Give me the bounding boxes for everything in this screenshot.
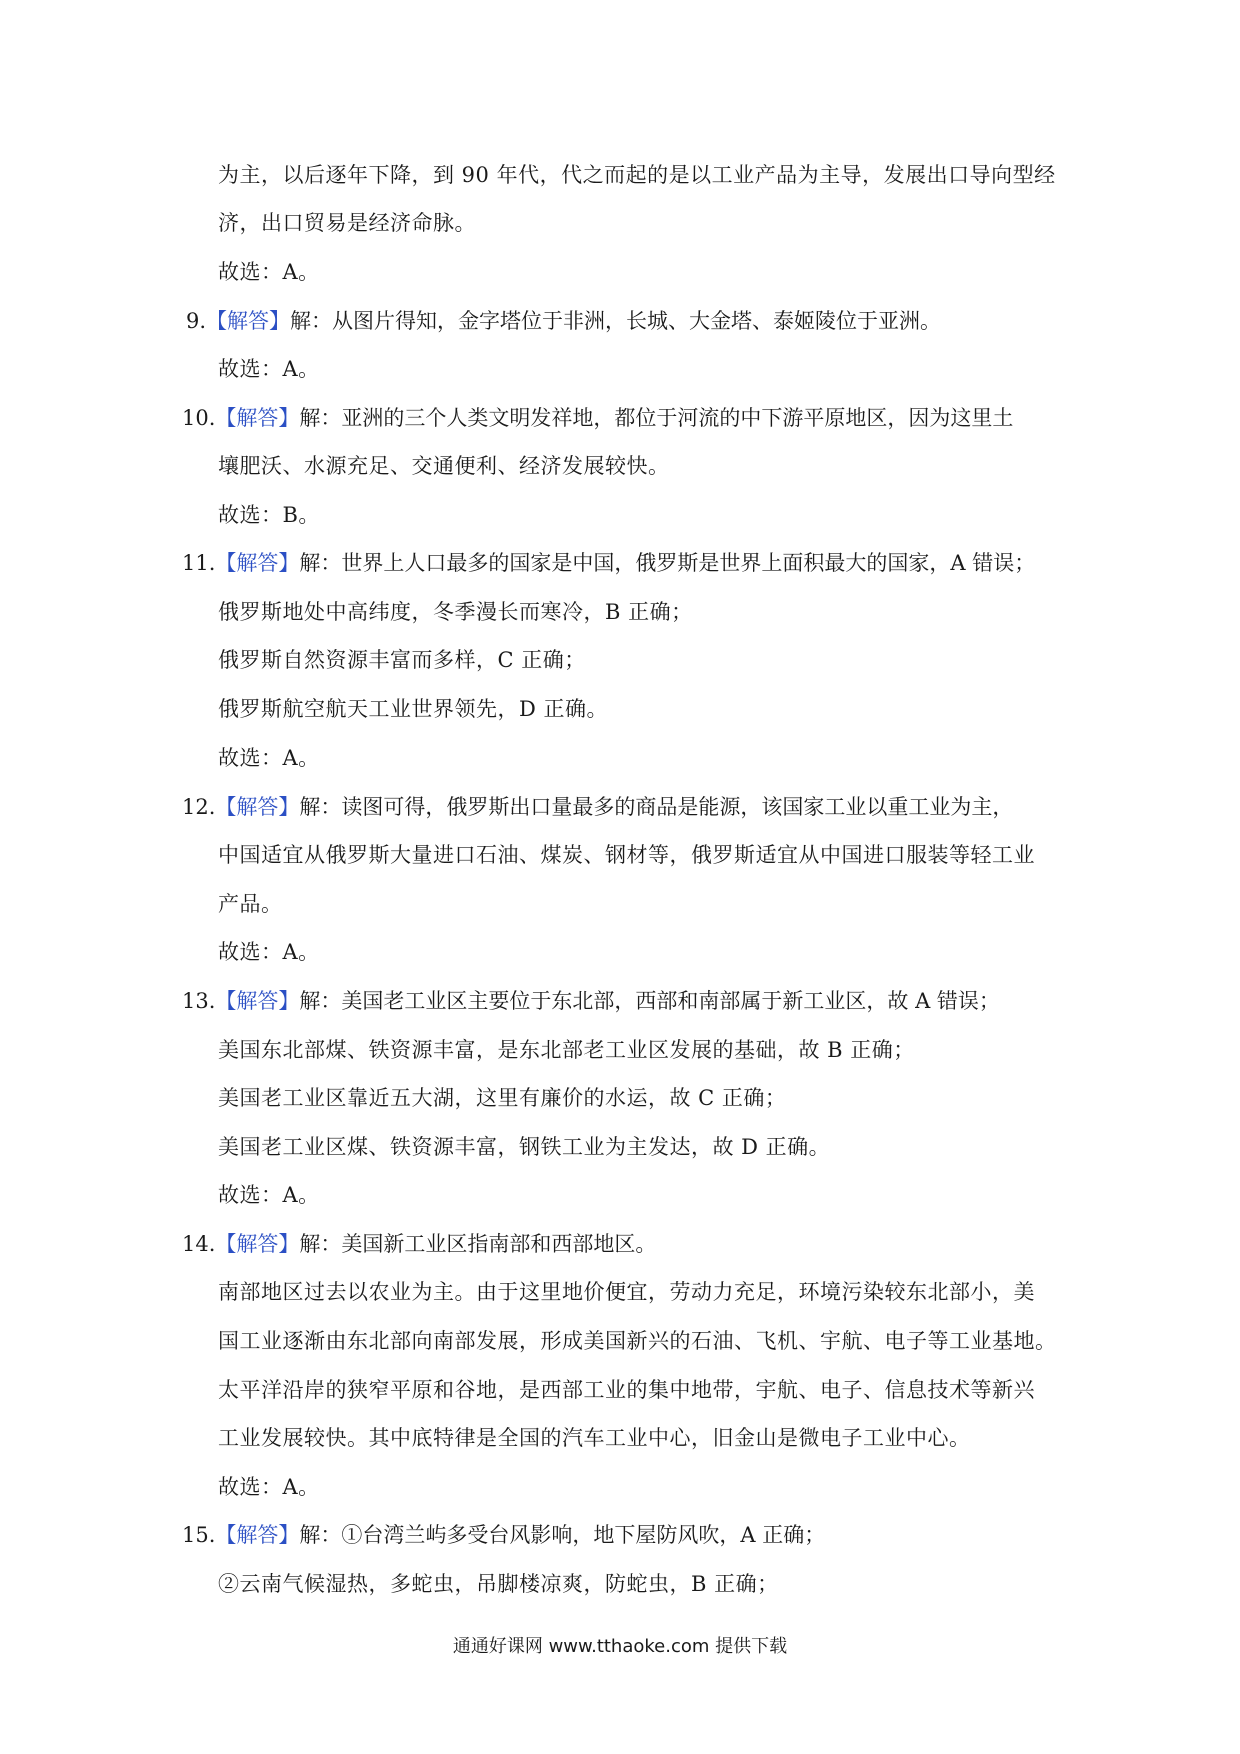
continuation-line-1: 为主，以后逐年下降，到 90 年代，代之而起的是以工业产品为主导，发展出口导向型经 (218, 163, 1056, 187)
item-9-answer: 故选：A。 (218, 357, 320, 381)
item-11-line-3: 俄罗斯自然资源丰富而多样，C 正确； (218, 648, 586, 672)
answer-tag: 【解答】 (215, 551, 300, 575)
item-13-line-3: 美国老工业区靠近五大湖，这里有廉价的水运，故 C 正确； (218, 1086, 787, 1110)
item-13-answer: 故选：A。 (218, 1183, 320, 1207)
item-text: 解：美国新工业区指南部和西部地区。 (299, 1232, 657, 1256)
item-number: 9. (186, 309, 207, 333)
item-12-answer: 故选：A。 (218, 940, 320, 964)
item-number: 10. (182, 406, 216, 430)
item-10-answer: 故选：B。 (218, 503, 320, 527)
item-14-line-5: 工业发展较快。其中底特律是全国的汽车工业中心，旧金山是微电子工业中心。 (218, 1426, 971, 1450)
item-12-line-3: 产品。 (218, 892, 283, 916)
answer-tag: 【解答】 (215, 1523, 300, 1547)
item-number: 14. (182, 1232, 216, 1256)
item-14-answer: 故选：A。 (218, 1475, 320, 1499)
item-text: 解：亚洲的三个人类文明发祥地，都位于河流的中下游平原地区，因为这里土 (299, 406, 1014, 430)
answer-tag: 【解答】 (215, 989, 300, 1013)
item-11-first-line (182, 548, 1035, 578)
item-9-first-line (186, 306, 941, 336)
answer-tag: 【解答】 (215, 406, 300, 430)
item-12-first-line (182, 792, 1013, 822)
item-13-line-2: 美国东北部煤、铁资源丰富，是东北部老工业区发展的基础，故 B 正确； (218, 1038, 915, 1062)
item-14-line-4: 太平洋沿岸的狭窄平原和谷地，是西部工业的集中地带，宇航、电子、信息技术等新兴 (218, 1378, 1035, 1402)
item-text: 解：读图可得，俄罗斯出口量最多的商品是能源，该国家工业以重工业为主， (299, 795, 1014, 819)
item-13-line-4: 美国老工业区煤、铁资源丰富，钢铁工业为主发达，故 D 正确。 (218, 1135, 831, 1159)
item-15-line-2: ②云南气候湿热，多蛇虫，吊脚楼凉爽，防蛇虫，B 正确； (218, 1572, 779, 1596)
item-11-line-2: 俄罗斯地处中高纬度，冬季漫长而寒冷，B 正确； (218, 600, 693, 624)
item-11-answer: 故选：A。 (218, 746, 320, 770)
item-number: 11. (182, 551, 216, 575)
item-14-line-2: 南部地区过去以农业为主。由于这里地价便宜，劳动力充足，环境污染较东北部小，美 (218, 1280, 1035, 1304)
item-number: 13. (182, 989, 216, 1013)
item-number: 15. (182, 1523, 216, 1547)
item-11-line-4: 俄罗斯航空航天工业世界领先，D 正确。 (218, 697, 609, 721)
item-14-first-line (182, 1229, 656, 1259)
continuation-answer: 故选：A。 (218, 260, 320, 284)
item-number: 12. (182, 795, 216, 819)
item-text: 解：①台湾兰屿多受台风影响，地下屋防风吹，A 正确； (299, 1523, 826, 1547)
item-text: 解：世界上人口最多的国家是中国，俄罗斯是世界上面积最大的国家，A 错误； (299, 551, 1036, 575)
item-text: 解：美国老工业区主要位于东北部，西部和南部属于新工业区，故 A 错误； (299, 989, 1000, 1013)
item-text: 解：从图片得知，金字塔位于非洲，长城、大金塔、泰姬陵位于亚洲。 (290, 309, 942, 333)
item-13-first-line (182, 986, 1000, 1016)
page-footer: 通通好课网 www.tthaoke.com 提供下载 (452, 1636, 788, 1657)
continuation-line-2: 济，出口贸易是经济命脉。 (218, 211, 476, 235)
answer-tag: 【解答】 (215, 795, 300, 819)
answer-tag: 【解答】 (206, 309, 291, 333)
answer-tag: 【解答】 (215, 1232, 300, 1256)
item-15-first-line (182, 1520, 825, 1550)
item-14-line-3: 国工业逐渐由东北部向南部发展，形成美国新兴的石油、飞机、宇航、电子等工业基地。 (218, 1329, 1057, 1353)
item-10-line-2: 壤肥沃、水源充足、交通便利、经济发展较快。 (218, 454, 670, 478)
item-10-first-line (182, 403, 1013, 433)
item-12-line-2: 中国适宜从俄罗斯大量进口石油、煤炭、钢材等，俄罗斯适宜从中国进口服装等轻工业 (218, 843, 1035, 867)
